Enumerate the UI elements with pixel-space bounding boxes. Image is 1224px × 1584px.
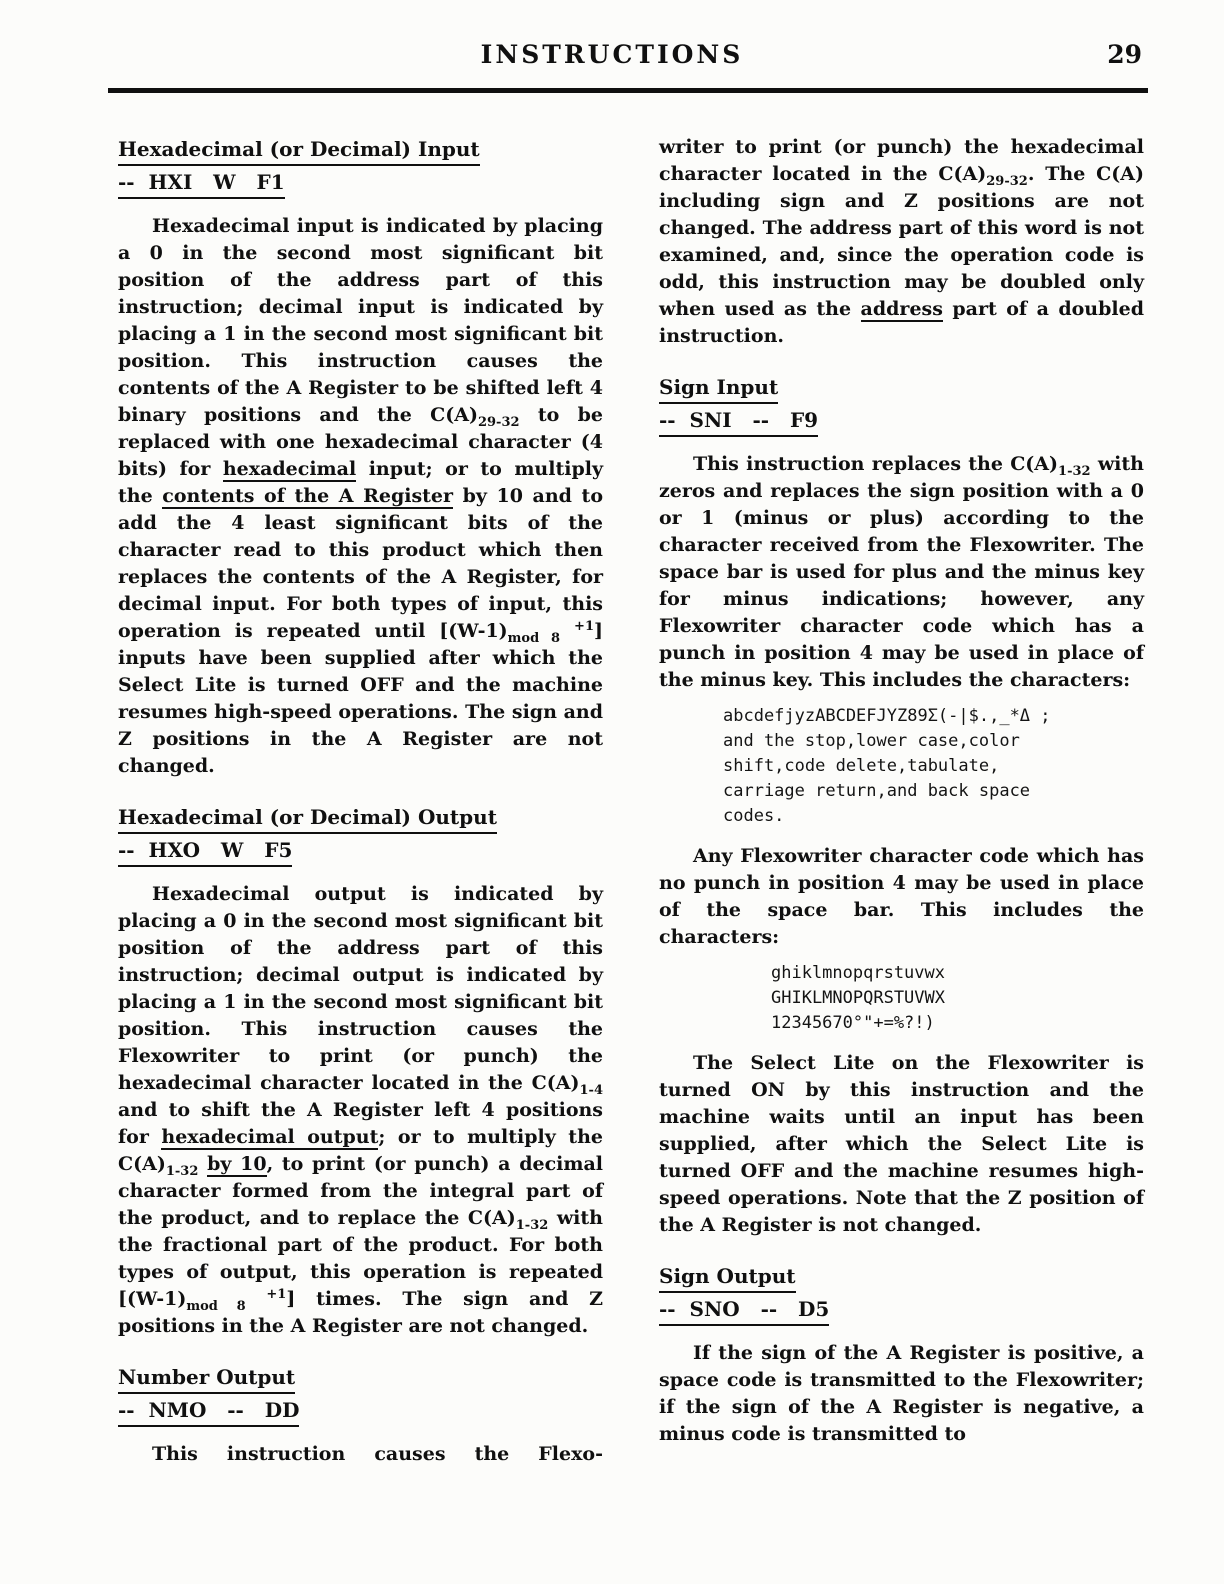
section-sign-input — [659, 374, 1144, 437]
character-code-list — [723, 704, 1144, 829]
mnemonic-line — [659, 404, 1144, 437]
header-rule — [108, 88, 1148, 93]
paragraph: This instruction replaces the $C(A)_{1-32}$ with zeros and replaces the sign position with a 0 or 1 (minus or plus) according to the character received from the Flexowriter. The space bar is used for plus and the minus key for minus indications; however, any Flexowriter character code which has a punch in position 4 may be used in place of the minus key. This includes the characters: — [659, 453, 1144, 691]
code-line: carriage return,and back space — [723, 781, 1031, 801]
paragraph: Any Flexowriter character code which has no punch in position 4 may be used in place of the space bar. This includes the characters: — [659, 845, 1144, 948]
code-line: 12345670°"+=%?!) — [771, 1013, 935, 1033]
section-heading: Hexadecimal (or Decimal) Input — [118, 136, 480, 166]
section-heading: Hexadecimal (or Decimal) Output — [118, 804, 497, 834]
section-hexadecimal-input — [118, 136, 603, 199]
mnemonic-line — [118, 1394, 603, 1427]
right-column — [659, 134, 1144, 1448]
section-number-output — [118, 1364, 603, 1427]
section-heading: Sign Output — [659, 1263, 796, 1293]
paragraph: The Select Lite on the Flexowriter is turned ON by this instruction and the machine waits until an input has been supplied, after which the Select Lite is turned OFF and the machine resumes high-speed operations. Note that the Z position of the A Register is not changed. — [659, 1052, 1144, 1236]
code-line: and the stop,lower case,color — [723, 731, 1020, 751]
heading-line — [118, 804, 603, 834]
code-line: codes. — [723, 806, 785, 826]
mnemonic-line — [118, 166, 603, 199]
paragraph: If the sign of the A Register is positive, a space code is transmitted to the Flexowriter; if the sign of the A Register is negative, a minus code is transmitted to — [659, 1342, 1144, 1445]
section-heading: Sign Input — [659, 374, 778, 404]
page-title: INSTRUCTIONS — [480, 40, 744, 69]
heading-line — [118, 136, 603, 166]
code-line: shift,code delete,tabulate, — [723, 756, 1000, 776]
content-columns — [118, 134, 1144, 1468]
section-sign-output — [659, 1263, 1144, 1326]
page-number: 29 — [1107, 40, 1142, 69]
instruction-mnemonic: -- SNO -- D5 — [659, 1296, 829, 1326]
code-line: GHIKLMNOPQRSTUVWX — [771, 988, 945, 1008]
instruction-mnemonic: -- SNI -- F9 — [659, 407, 818, 437]
heading-line — [659, 1263, 1144, 1293]
section-hexadecimal-output — [118, 804, 603, 867]
heading-line — [118, 1364, 603, 1394]
left-column — [118, 134, 603, 1468]
mnemonic-line — [118, 834, 603, 867]
instruction-mnemonic: -- NMO -- DD — [118, 1397, 299, 1427]
mnemonic-line — [659, 1293, 1144, 1326]
instruction-mnemonic: -- HXI W F1 — [118, 169, 285, 199]
character-list — [771, 961, 1144, 1036]
code-line: abcdefjyzABCDEFJYZ89Σ(-|$.,_*Δ ; — [723, 706, 1051, 726]
paragraph-continuation: writer to print (or punch) the hexadecimal character located in the $C(A)_{29-32}$. The C(A) including sign and Z positions are not changed. The address part of this word is not examined, and, since the operation code is odd, this instruction may be doubled only when used as the address part of a doubled instruction. — [659, 136, 1144, 347]
instruction-mnemonic: -- HXO W F5 — [118, 837, 292, 867]
code-line: ghiklmnopqrstuvwx — [771, 963, 945, 983]
section-heading: Number Output — [118, 1364, 295, 1394]
heading-line — [659, 374, 1144, 404]
paragraph: Hexadecimal input is indicated by placing a 0 in the second most significant bit position of the address part of this instruction; decimal input is indicated by placing a 1 in the second most significant bit position. This instruction causes the contents of the A Register to be shifted left 4 binary positions and the $C(A)_{29-32}$ to be replaced with one hexadecimal character (4 bits) for hexadecimal input; or to multiply the contents of the A Register by 10 and to add the 4 least significant bits of the character read to this product which then replaces the contents of the A Register, for decimal input. For both types of input, this operation is repeated until [$(W-1)_{mod 8}$ $^{+1}$] inputs have been supplied after which the Select Lite is turned OFF and the machine resumes high-speed operations. The sign and Z positions in the A Register are not changed. — [118, 215, 603, 777]
paragraph: This instruction causes the Flexo- — [152, 1443, 603, 1465]
paragraph: Hexadecimal output is indicated by placing a 0 in the second most significant bit position of the address part of this instruction; decimal output is indicated by placing a 1 in the second most significant bit position. This instruction causes the Flexowriter to print (or punch) the hexadecimal character located in the $C(A)_{1-4}$ and to shift the A Register left 4 positions for hexadecimal output; or to multiply the $C(A)_{1-32}$ by 10, to print (or punch) a decimal character formed from the integral part of the product, and to replace the $C(A)_{1-32}$ with the fractional part of the product. For both types of output, this operation is repeated [$(W-1)_{mod 8}$ $^{+1}$] times. The sign and Z positions in the A Register are not changed. — [118, 883, 603, 1337]
page-header — [0, 40, 1224, 74]
